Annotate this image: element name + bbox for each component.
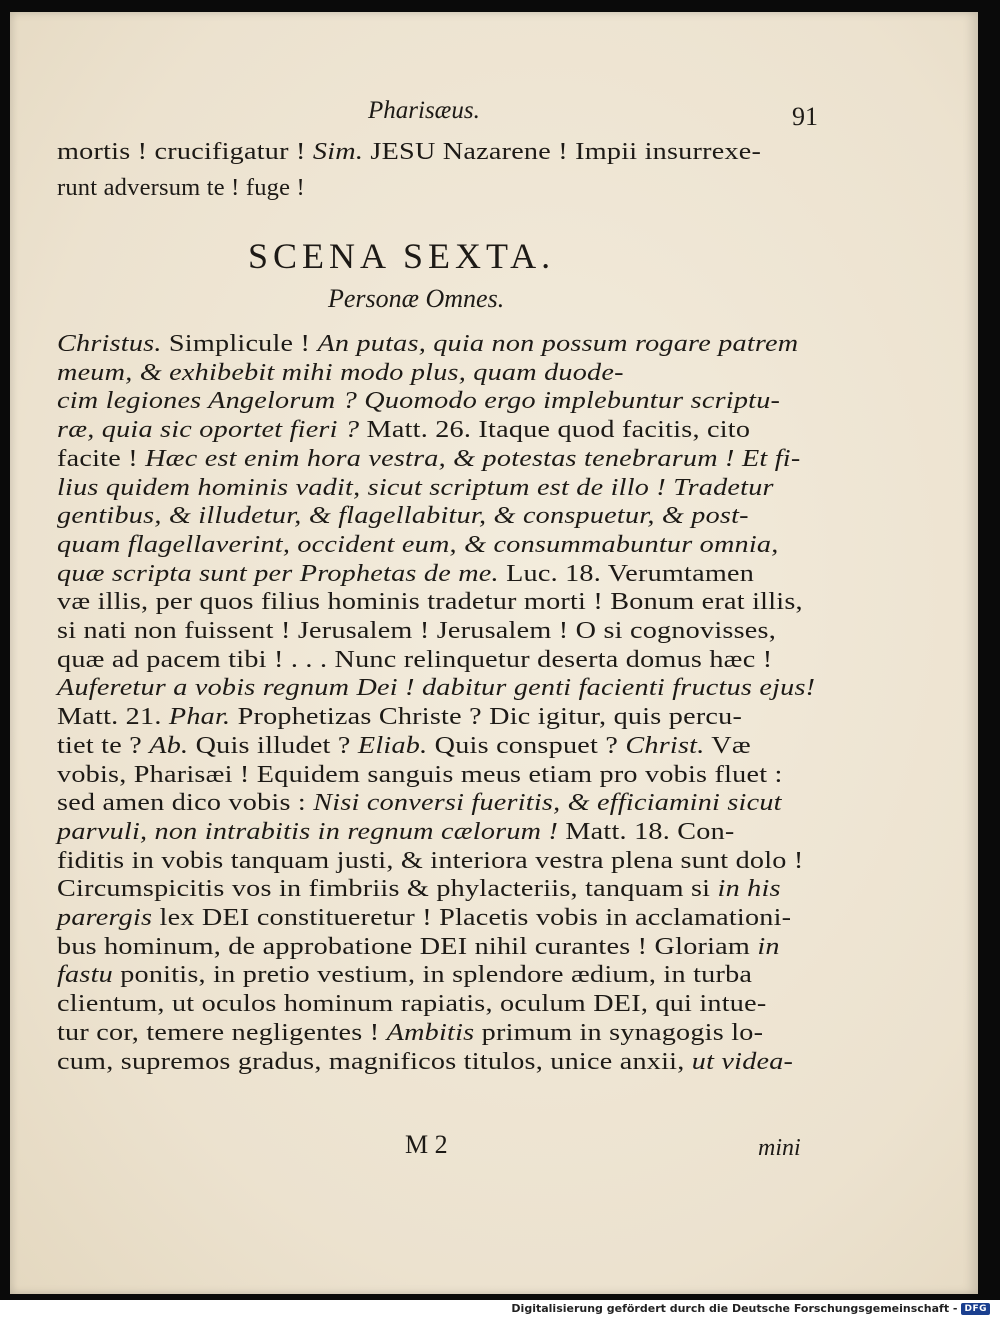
text-run: fiditis in vobis tanquam justi, & interiora vestra plena sunt dolo ! [57,846,804,874]
text-run: Hæc est enim hora vestra, & potestas tenebrarum ! Et fi- [145,444,801,472]
text-run: gentibus, & illudetur, & flagellabitur, & conspuetur, & post- [57,502,749,530]
text-run: ut videa- [691,1047,794,1075]
funding-note [511,1302,990,1315]
text-run: Phar. [168,703,231,731]
text-line [57,445,800,473]
text-line [57,359,624,387]
text-run: Matt. 26. Itaque quod facitis, cito [359,416,751,444]
text-run: cum, supremos gradus, magnificos titulos, unice anxii, [57,1047,692,1075]
text-run: vobis, Pharisæi ! Equidem sanguis meus etiam pro vobis fluet : [57,760,783,788]
text-run: runt adversum te ! fuge ! [57,174,305,201]
text-run: Auferetur a vobis regnum Dei ! dabitur genti facienti fructus ejus! [57,674,816,702]
text-run: in [757,932,780,960]
text-run: ræ, quia sic oportet fieri ? [57,416,360,444]
text-run: tur cor, temere negligentes ! [57,1018,387,1046]
text-run: Eliab. [357,731,428,759]
text-line [57,330,798,358]
text-line [57,1019,763,1047]
text-run: Matt. 21. [57,703,169,731]
text-line [57,847,804,875]
text-line [57,560,754,588]
text-line [57,933,780,961]
text-run: clientum, ut oculos hominum rapiatis, oculum DEI, qui intue- [57,990,767,1018]
text-run: Quis illudet ? [188,731,358,759]
signature-mark: M 2 [405,1130,448,1159]
text-line [57,818,735,846]
book-page [10,12,978,1294]
text-run: si nati non fuissent ! Jerusalem ! Jerusalem ! O si cognovisses, [57,617,776,644]
text-line [57,904,791,932]
text-run: Nisi conversi fueritis, & efficiamini sicut [313,789,782,817]
text-run: tiet te ? [57,731,150,759]
text-line [57,617,776,645]
text-run: An putas, quia non possum rogare patrem [317,330,799,357]
text-run: Matt. 18. Con- [558,817,735,845]
scene-subtitle: Personæ Omnes. [328,284,505,313]
text-run: parvuli, non intrabitis in regnum cælorum ! [57,817,559,845]
text-line [57,138,761,166]
text-run: Christ. [625,731,705,759]
text-run: Simplicule ! [161,330,318,357]
text-run: fastu [57,961,113,989]
text-run: Prophetizas Christe ? Dic igitur, quis percu- [230,703,743,731]
text-run: sed amen dico vobis : [57,789,314,817]
text-line [57,531,779,559]
text-run: Ab. [149,731,189,759]
text-run: Quis conspuet ? [427,731,626,759]
text-line [57,387,780,415]
text-line [57,646,772,674]
text-line [57,761,783,789]
text-line [57,174,305,202]
text-run: in his [717,875,781,903]
text-line [57,674,815,702]
text-run: bus hominum, de approbatione DEI nihil curantes ! Gloriam [57,932,758,960]
running-head: Pharisæus. [368,97,480,124]
text-run: quæ ad pacem tibi ! . . . Nunc relinquetur deserta domus hæc ! [57,645,773,673]
funding-text: Digitalisierung gefördert durch die Deutsche Forschungsgemeinschaft - [511,1302,958,1315]
text-line [57,961,752,989]
text-run: meum, & exhibebit mihi modo plus, quam duode- [57,358,624,386]
text-run: mortis ! crucifigatur ! [57,138,313,165]
text-run: væ illis, per quos filius hominis tradetur morti ! Bonum erat illis, [57,588,803,616]
text-run: Ambitis [386,1018,475,1046]
text-run: primum in synagogis lo- [474,1018,764,1046]
text-line [57,703,742,731]
text-run: lex DEI constitueretur ! Placetis vobis in acclamationi- [152,904,792,931]
text-run: Væ [704,731,751,759]
text-line [57,502,749,530]
dfg-logo: DFG [961,1303,990,1315]
text-run: ponitis, in pretio vestium, in splendore ædium, in turba [112,961,753,989]
text-run: Christus. [57,330,162,357]
text-run: Luc. 18. Verumtamen [498,559,755,587]
text-line [57,416,750,444]
text-line [57,588,803,616]
text-line [57,732,751,760]
text-run: JESU Nazarene ! Impii insurrexe- [363,138,762,165]
text-run: Circumspicitis vos in fimbriis & phylacteriis, tanquam si [57,875,718,903]
text-run: parergis [57,904,153,931]
scene-title: SCENA SEXTA. [248,236,556,276]
text-line [57,789,782,817]
text-line [57,474,774,502]
text-line [57,990,766,1018]
text-run: lius quidem hominis vadit, sicut scriptum est de illo ! Tradetur [57,473,774,501]
page-number: 91 [792,102,818,131]
text-run: quæ scripta sunt per Prophetas de me. [57,559,499,587]
text-line [57,875,781,903]
text-run: Sim. [312,138,364,165]
text-run: facite ! [57,444,146,472]
text-run: quam flagellaverint, occident eum, & consummabuntur omnia, [57,530,779,558]
text-run: cim legiones Angelorum ? Quomodo ergo implebuntur scriptu- [57,387,781,415]
catchword: mini [758,1135,801,1161]
text-line [57,1048,793,1076]
